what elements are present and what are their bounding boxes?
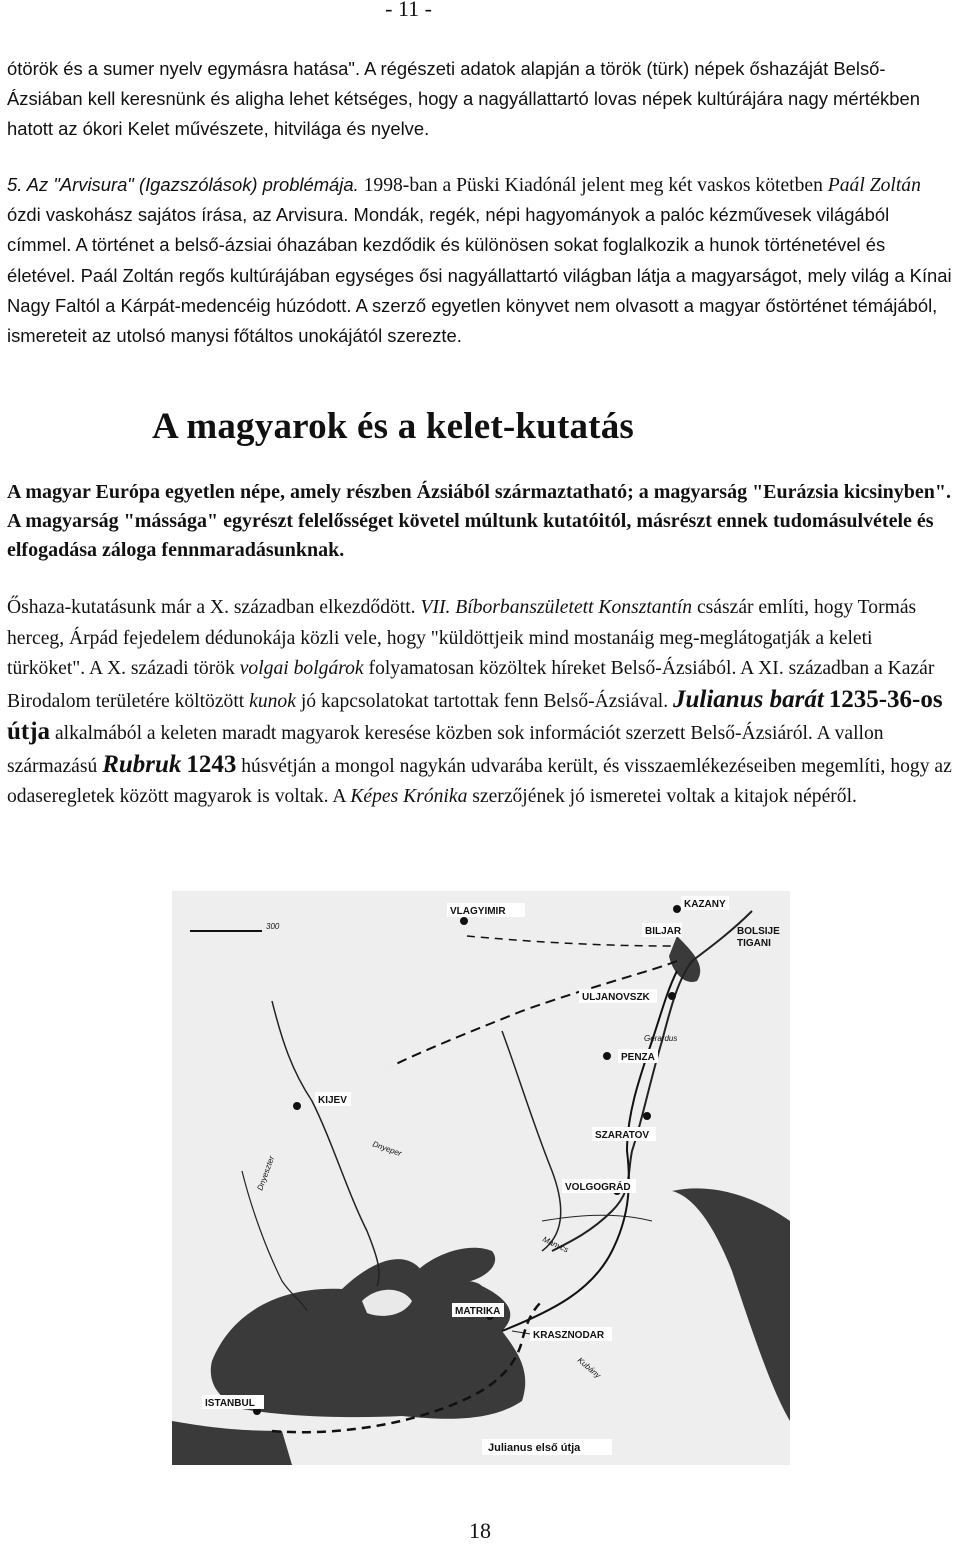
river-dnyeszter: Dnyeszter: [255, 1154, 277, 1192]
section-5-part2: ózdi vaskohász sajátos írása, az Arvisura. Mondák, regék, népi hagyományok a palóc kézművesek világából címmel. A történet a belső-ázsiai óhazában kezdődik és különösen sokat foglalkozik a hunok történetével és életével. Paál Zoltán regős kultúrájában egységes ősi nagyállattartó világban látja a magyarságot, mely világ a Kínai Nagy Faltól a Kárpát-medencéig húzódott. A szerző egyetlen könyvet nem olvasott a magyar őstörténet témájából, ismereteit az utolsó manysi főtáltos unokájától szerezte.: [7, 204, 952, 347]
scale-label: 300: [266, 922, 280, 931]
intro-paragraph: [7, 54, 955, 145]
river-gerardus: Gerardus: [644, 1034, 678, 1043]
section-5-author: Paál Zoltán: [827, 175, 921, 196]
emperor-name: VII. Bíborbanszületett Konsztantín: [420, 597, 693, 618]
section-5-paragraph: [7, 170, 955, 351]
city-bolsije: BOLSIJE: [737, 926, 780, 937]
city-marker-szaratov: [643, 1112, 651, 1120]
section-5-part1: 1998-ban a Püski Kiadónál jelent meg két vaskos kötetben: [358, 175, 828, 196]
julianus-name: Julianus barát: [673, 685, 824, 713]
city-vlagyimir: VLAGYIMIR: [450, 906, 506, 917]
river-dnyeper: Dnyeper: [371, 1139, 403, 1159]
history-paragraph: [7, 593, 955, 813]
history-p2: császár említi, hogy Tormás herceg, Árpád fejedelem dédunokája közli vele, hogy "küldöttjeik mind mostanáig meg-meglátogatják a keleti türköket". A X. századi török: [7, 597, 917, 679]
city-uljanovszk: ULJANOVSZK: [582, 992, 650, 1003]
city-kazany: KAZANY: [684, 899, 726, 910]
section-5-title: 5. Az "Arvisura" (Igazszólások) problémája.: [7, 174, 359, 195]
map-svg: [172, 891, 790, 1465]
intro-text: ótörök és a sumer nyelv egymásra hatása". A régészeti adatok alapján a török (türk) népek őshazáját Belső-Ázsiában kell keresnünk és aligha lehet kétséges, hogy a nagyállattartó lovas népek kultúrájára nagy mértékben hatott az ókori Kelet művészete, hitvilága és nyelve.: [7, 58, 920, 140]
city-volgograd: VOLGOGRÁD: [565, 1182, 631, 1193]
river-manycs: Manycs: [541, 1234, 570, 1255]
history-p7: szerzőjének jó ismeretei voltak a kitajok népéről.: [467, 786, 857, 807]
cumans: kunok: [249, 690, 296, 712]
map-caption: Julianus első útja: [488, 1442, 581, 1454]
city-biljar: BILJAR: [645, 926, 682, 937]
page-number-top: - 11 -: [385, 0, 432, 21]
chapter-heading: A magyarok és a kelet-kutatás: [152, 406, 634, 447]
julianus-trip-year: 1235-36-os útja: [7, 685, 943, 745]
rubruk-name: Rubruk: [102, 750, 182, 778]
history-p5: alkalmából a keleten maradt magyarok keresése közben sok információt szerzett Belső-Ázsiáról. A vallon származású: [7, 723, 884, 777]
city-marker-penza: [603, 1052, 611, 1060]
history-p4: jó kapcsolatokat tartottak fenn Belső-Ázsiával.: [295, 690, 674, 712]
city-marker-vlagyimir: [460, 917, 468, 925]
city-penza: PENZA: [621, 1052, 655, 1063]
city-szaratov: SZARATOV: [595, 1130, 650, 1141]
history-p3: folyamatosan közöltek híreket Belső-Ázsiából. A XI. században a Kazár Birodalom területére költözött: [7, 658, 935, 712]
city-kijev: KIJEV: [318, 1095, 347, 1106]
city-tigani: TIGANI: [737, 938, 771, 949]
city-marker-kazany: [673, 905, 681, 913]
bold-intro-paragraph: A magyar Európa egyetlen népe, amely részben Ázsiából származtatható; a magyarság "Eurázsia kicsinyben". A magyarság "mássága" egyrészt felelősséget követel múltunk kutatóitól, másrészt ennek tudomásulvétele és elfogadása záloga fennmaradásunknak.: [7, 481, 951, 561]
history-p6: húsvétján a mongol nagykán udvarába került, és visszaemlékezéseiben megemlíti, hogy az odaseregletek között magyarok is voltak. A: [7, 755, 952, 807]
city-marker-kijev: [293, 1102, 301, 1110]
kepes-kronika: Képes Krónika: [350, 786, 468, 807]
julianus-route-map: [172, 891, 790, 1465]
page-number-bottom: 18: [469, 1518, 491, 1543]
river-kuban: Kubány: [575, 1355, 603, 1380]
city-matrika: MATRIKA: [455, 1306, 501, 1317]
history-p1: Őshaza-kutatásunk már a X. században elkezdődött.: [7, 597, 421, 618]
city-istanbul: ISTANBUL: [205, 1398, 255, 1409]
city-marker-uljanovszk: [668, 992, 676, 1000]
rubruk-year: 1243: [186, 750, 237, 778]
city-krasznodar: KRASZNODAR: [533, 1330, 605, 1341]
volga-bulgars: volgai bolgárok: [239, 658, 364, 679]
